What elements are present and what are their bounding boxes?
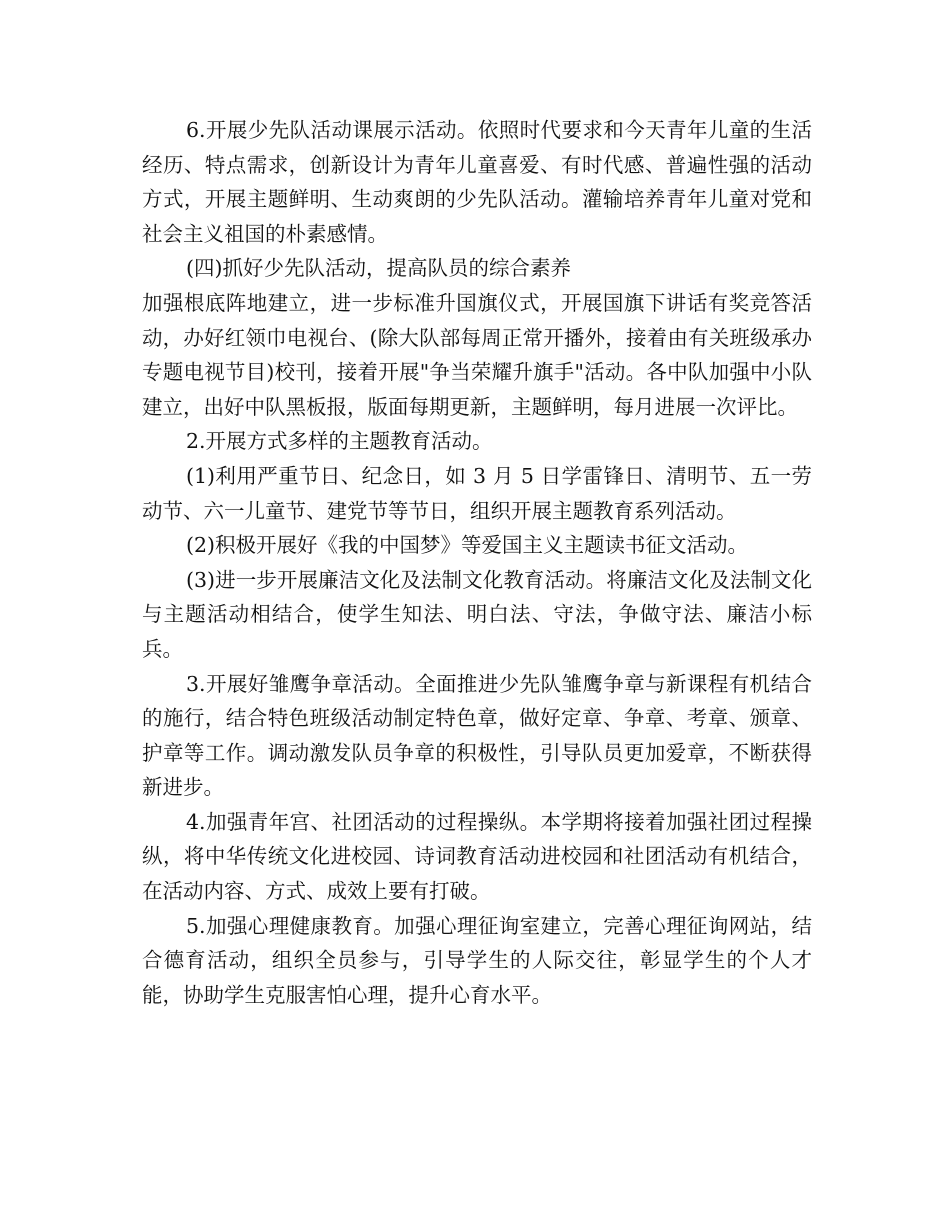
paragraph-item-6: 6.开展少先队活动课展示活动。依照时代要求和今天青年儿童的生活经历、特点需求，创新设计为青年儿童喜爱、有时代感、普遍性强的活动方式，开展主题鲜明、生动爽朗的少先队活动。灌输培养青年儿童对党和社会主义祖国的朴素感情。 <box>142 118 812 246</box>
document-body <box>142 113 812 1012</box>
paragraph-position-building: 加强根底阵地建立，进一步标准升国旗仪式，开展国旗下讲话有奖竞答活动，办好红领巾电视台、(除大队部每周正常开播外，接着由有关班级承办专题电视节目)校刊，接着开展"争当荣耀升旗手"活动。各中队加强中小队建立，出好中队黑板报，版面每期更新，主题鲜明，每月进展一次评比。 <box>142 290 812 419</box>
paragraph-subitem-1: (1)利用严重节日、纪念日，如 3 月 5 日学雷锋日、清明节、五一劳动节、六一儿童节、建党节等节日，组织开展主题教育系列活动。 <box>142 463 812 523</box>
paragraph-item-4: 4.加强青年宫、社团活动的过程操纵。本学期将接着加强社团过程操纵，将中华传统文化进校园、诗词教育活动进校园和社团活动有机结合，在活动内容、方式、成效上要有打破。 <box>142 809 812 904</box>
paragraph-subitem-2: (2)积极开展好《我的中国梦》等爱国主义主题读书征文活动。 <box>186 533 749 558</box>
paragraph-item-5: 5.加强心理健康教育。加强心理征询室建立，完善心理征询网站，结合德育活动，组织全员参与，引导学生的人际交往，彰显学生的个人才能，协助学生克服害怕心理，提升心育水平。 <box>142 913 812 1007</box>
paragraph-item-3: 3.开展好雏鹰争章活动。全面推进少先队雏鹰争章与新课程有机结合的施行，结合特色班级活动制定特色章，做好定章、争章、考章、颁章、护章等工作。调动激发队员争章的积极性，引导队员更加爱章，不断获得新进步。 <box>142 671 812 800</box>
paragraph-item-2: 2.开展方式多样的主题教育活动。 <box>186 429 493 454</box>
paragraph-subitem-3: (3)进一步开展廉洁文化及法制文化教育活动。将廉洁文化及法制文化与主题活动相结合，使学生知法、明白法、守法，争做守法、廉洁小标兵。 <box>142 567 812 661</box>
section-heading-4: (四)抓好少先队活动，提高队员的综合素养 <box>186 256 571 281</box>
